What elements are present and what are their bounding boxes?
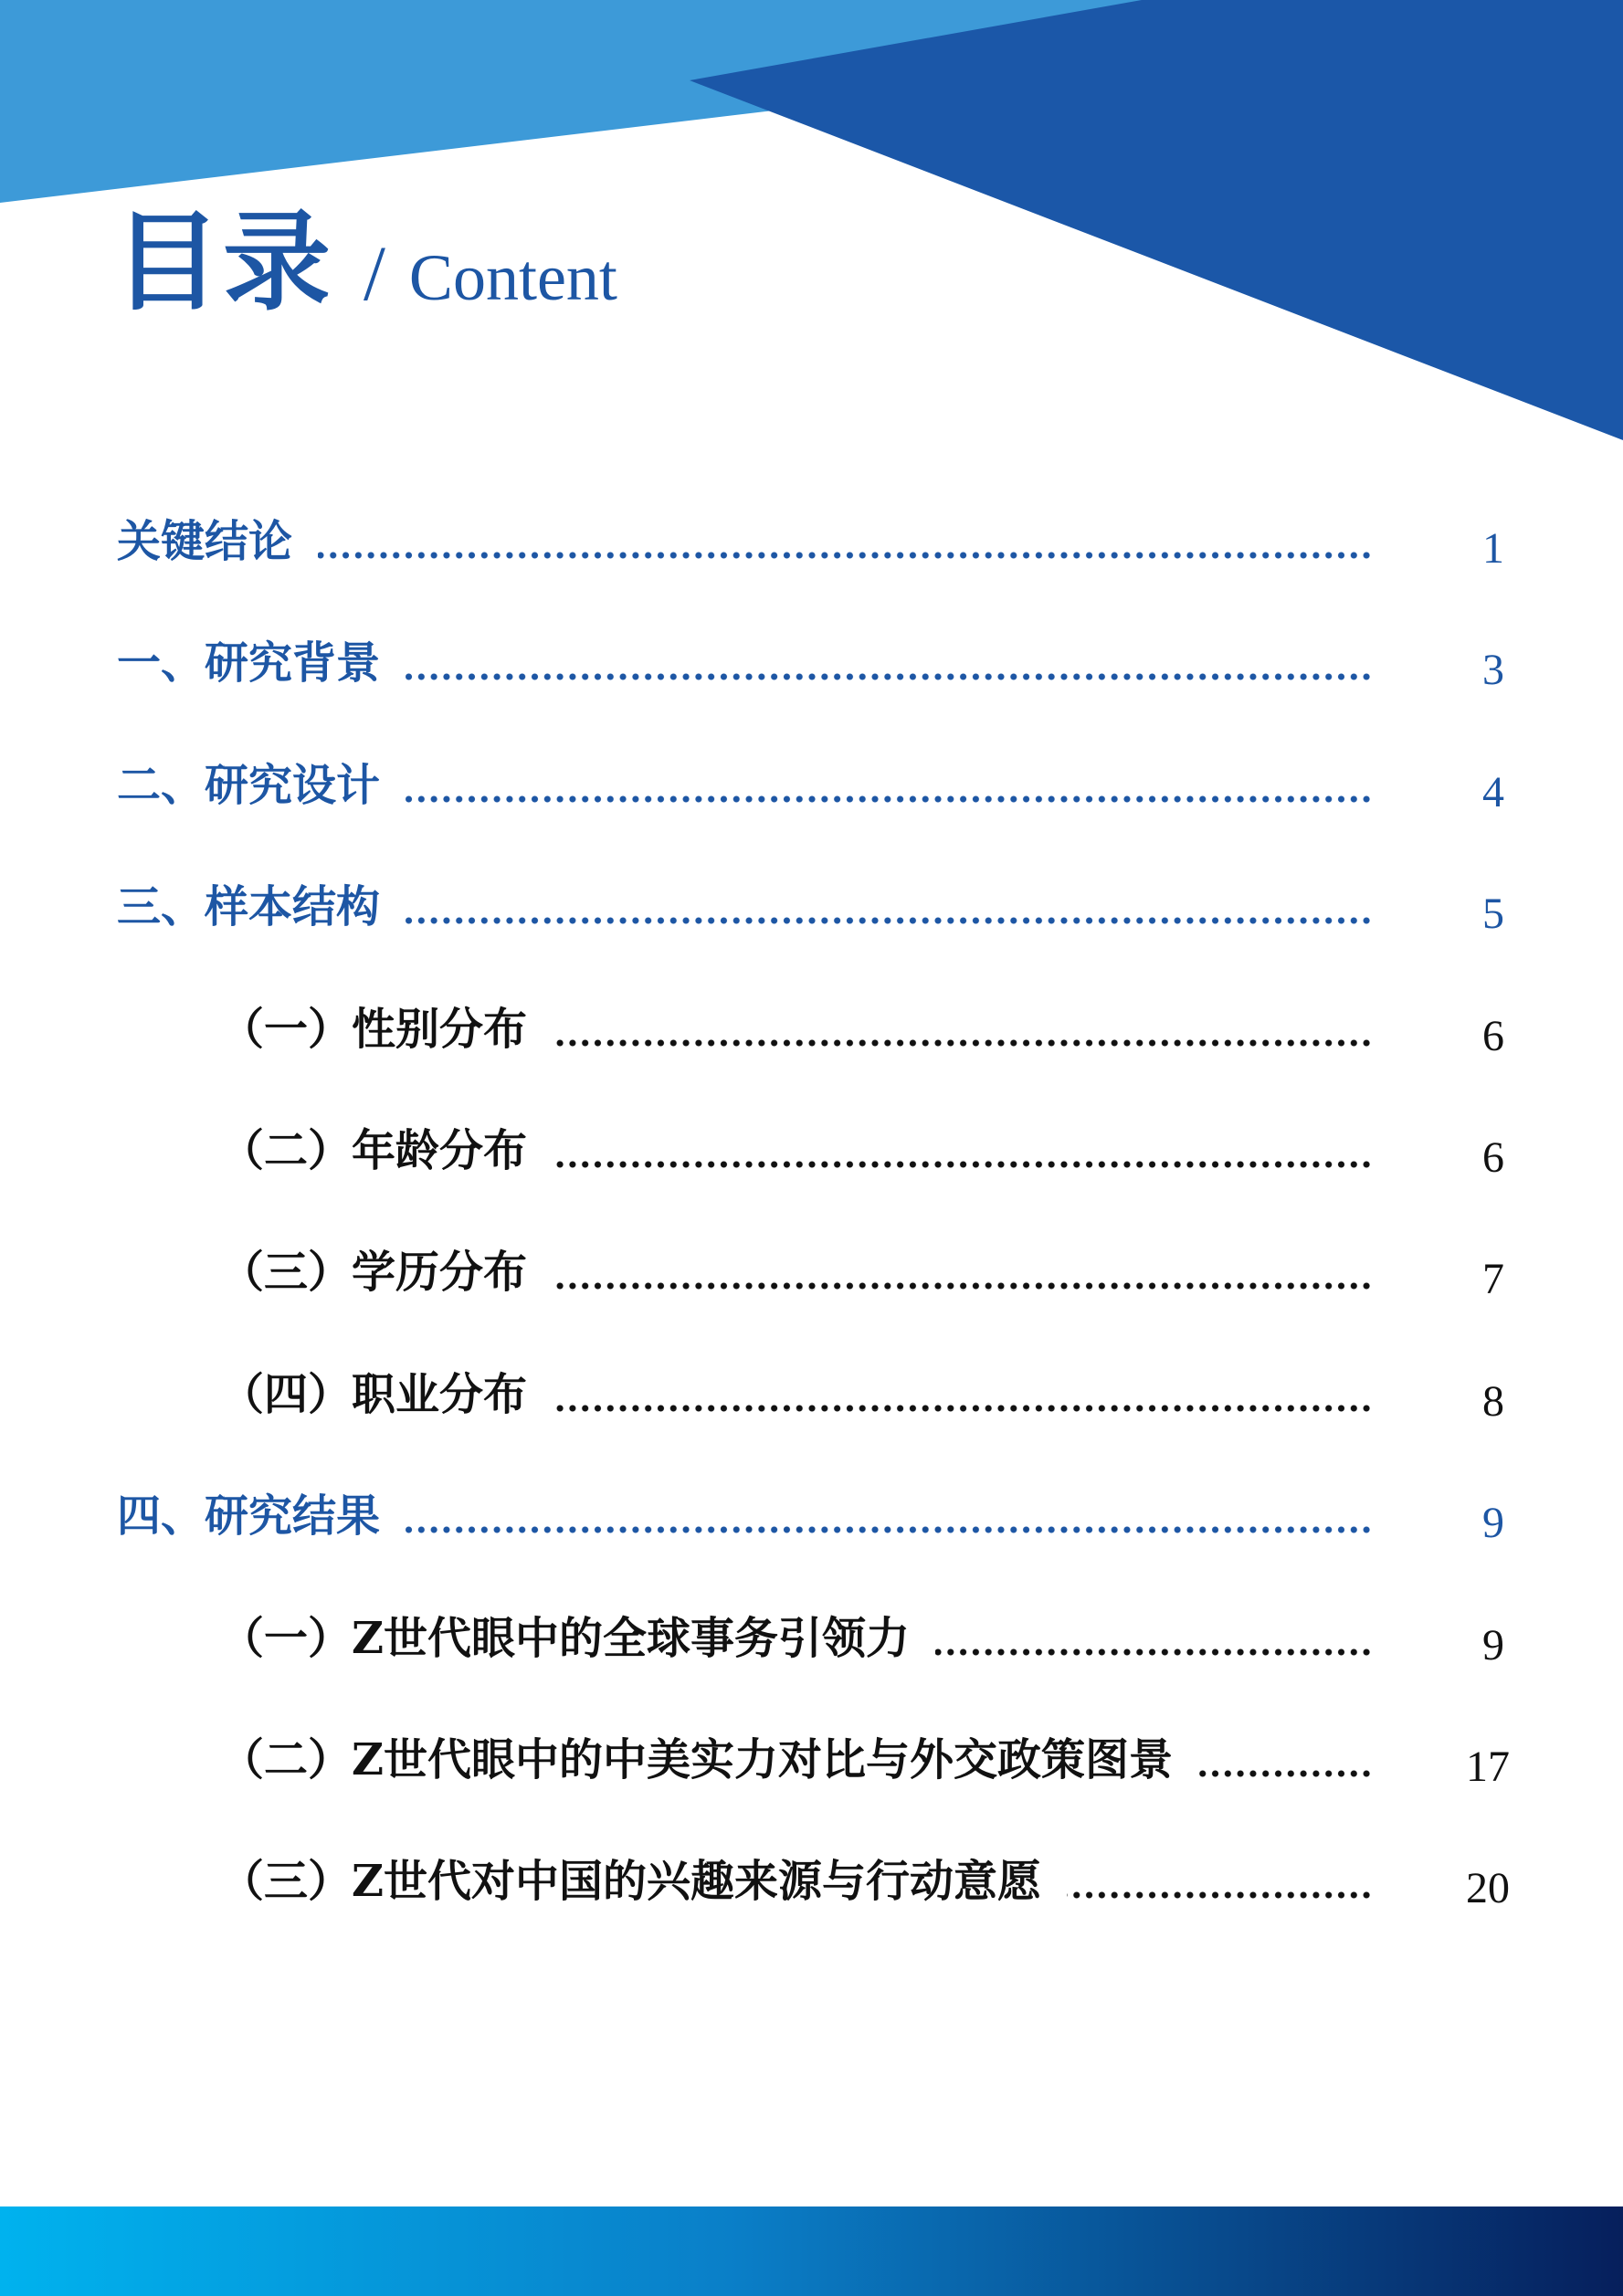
toc-entry[interactable]: [0, 1367, 1623, 1440]
toc-entry[interactable]: [0, 514, 1623, 587]
toc-dot-leader: [553, 1160, 1373, 1169]
footer-gradient-bar: [0, 2206, 1623, 2296]
toc-entry[interactable]: [0, 1123, 1623, 1196]
toc-entry-label: （二）Z世代眼中的中美实力对比与外交政策图景: [220, 1734, 1174, 1785]
toc-dot-leader: [935, 1648, 1373, 1657]
toc-dot-leader: [1198, 1769, 1373, 1778]
header-banner-dark: [690, 0, 1623, 440]
toc-entry[interactable]: [0, 1854, 1623, 1927]
toc-entry-label: 二、研究设计: [117, 759, 381, 811]
toc-page-number: 5: [1482, 890, 1504, 939]
toc-dot-leader: [318, 551, 1373, 560]
page-title-cn: 目录: [113, 198, 333, 325]
toc-entry-label: （三）Z世代对中国的兴趣来源与行动意愿: [220, 1856, 1042, 1908]
toc-entry[interactable]: [0, 1611, 1623, 1684]
toc-entry-label: （二）年龄分布: [220, 1125, 528, 1176]
toc-dot-leader: [406, 1525, 1373, 1534]
page-title: [113, 198, 617, 325]
toc-page-number: 4: [1482, 767, 1504, 816]
toc-entry-label: 一、研究背景: [117, 637, 381, 690]
toc-entry[interactable]: [0, 758, 1623, 831]
toc-page-number: 17: [1466, 1743, 1510, 1791]
toc-entry[interactable]: [0, 1733, 1623, 1806]
toc-dot-leader: [406, 916, 1373, 925]
toc-page-number: 9: [1482, 1620, 1504, 1669]
toc-page-number: 3: [1482, 646, 1504, 695]
toc-entry-label: （三）学历分布: [220, 1247, 528, 1299]
toc-page-number: 9: [1482, 1499, 1504, 1548]
toc-entry[interactable]: [0, 1002, 1623, 1075]
toc-entry-label: 关键结论: [117, 516, 293, 567]
toc-entry-label: （四）职业分布: [220, 1368, 528, 1420]
page-title-en: Content: [408, 241, 617, 314]
toc-page-number: 20: [1466, 1864, 1510, 1913]
toc-entry-label: 四、研究结果: [117, 1490, 381, 1543]
toc-dot-leader: [553, 1281, 1373, 1290]
toc-entry[interactable]: [0, 1245, 1623, 1318]
toc-page-number: 1: [1482, 524, 1504, 573]
toc-entry-label: （一）Z世代眼中的全球事务引领力: [220, 1612, 911, 1664]
toc-page-number: 6: [1482, 1011, 1504, 1060]
toc-dot-leader: [406, 672, 1373, 681]
toc-entry[interactable]: [0, 879, 1623, 953]
toc-page-number: 7: [1482, 1255, 1504, 1304]
toc-dot-leader: [406, 795, 1373, 804]
toc-page-number: 8: [1482, 1376, 1504, 1426]
toc-dot-leader: [553, 1038, 1373, 1048]
title-separator: /: [364, 229, 385, 317]
toc-dot-leader: [1067, 1891, 1373, 1900]
toc-entry[interactable]: [0, 636, 1623, 709]
toc-dot-leader: [553, 1404, 1373, 1413]
toc-entry[interactable]: [0, 1489, 1623, 1562]
toc-entry-label: （一）性别分布: [220, 1003, 528, 1055]
toc-entry-label: 三、样本结构: [117, 881, 381, 933]
toc-page-number: 6: [1482, 1133, 1504, 1182]
